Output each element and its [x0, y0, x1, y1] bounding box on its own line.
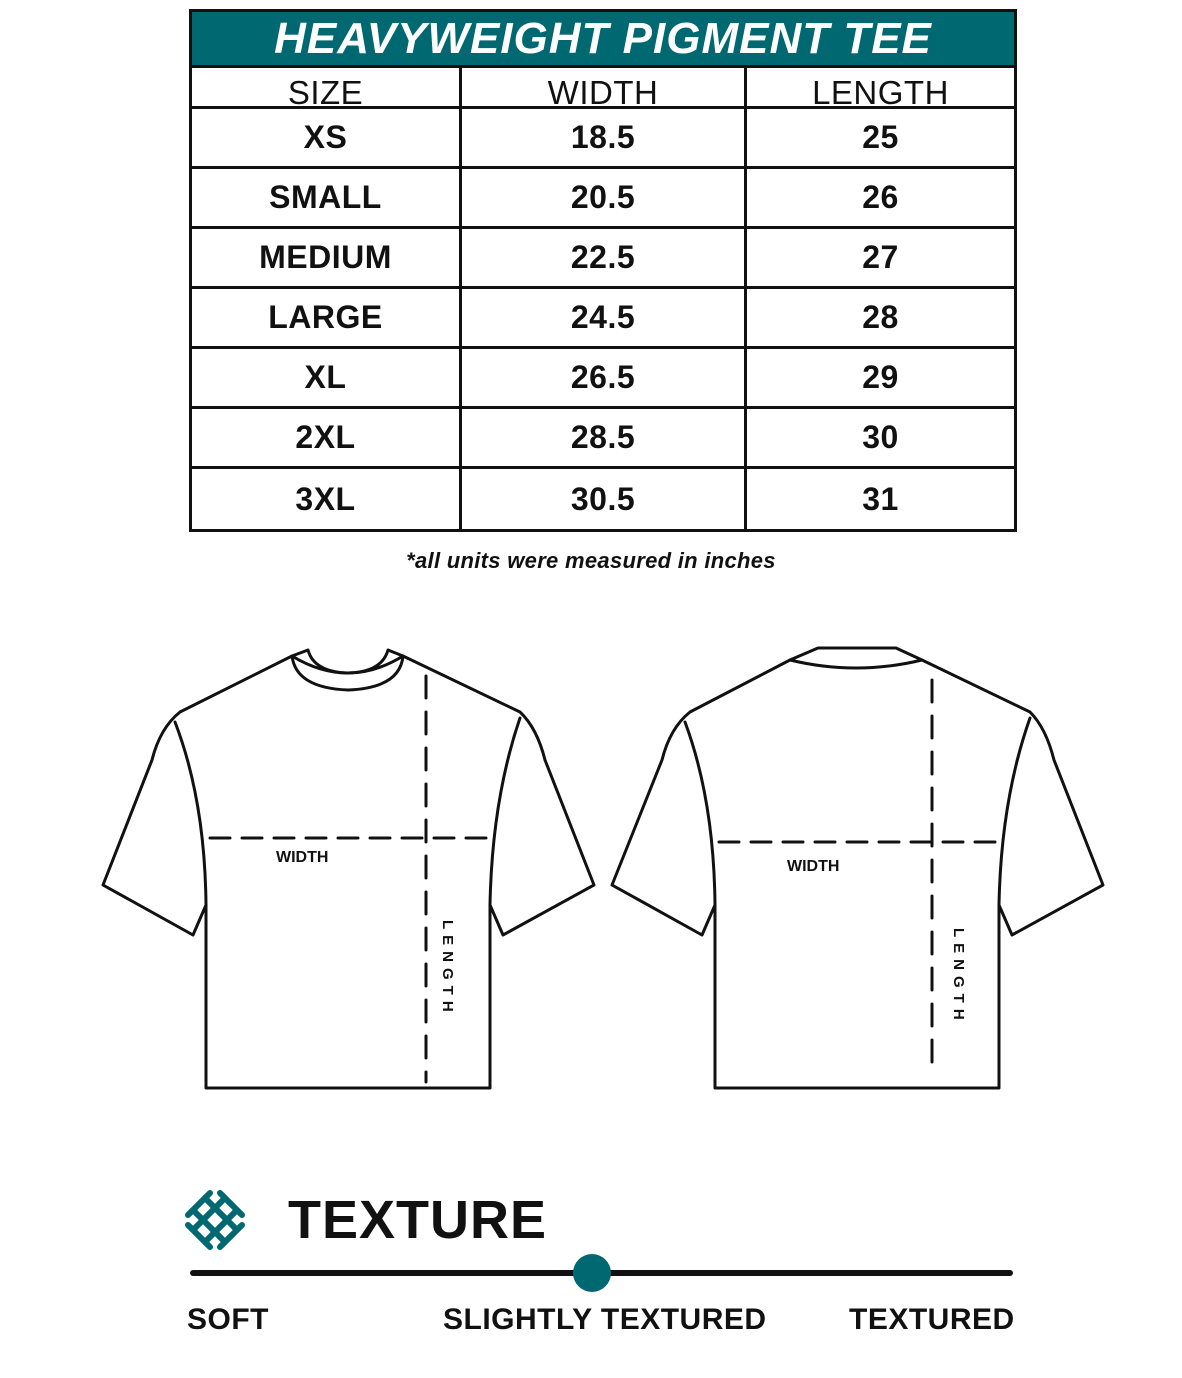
scale-label-soft: SOFT	[187, 1303, 269, 1336]
woven-texture-icon	[180, 1185, 250, 1255]
scale-label-textured: TEXTURED	[849, 1303, 1015, 1336]
length-cell: 27	[744, 229, 1014, 286]
size-cell: LARGE	[268, 299, 383, 335]
front-length-label: LENGTH	[439, 920, 456, 1018]
front-collar	[292, 650, 403, 690]
front-sleeve-seam-left	[175, 722, 206, 905]
header-width: WIDTH	[459, 68, 744, 112]
back-collar	[790, 648, 922, 660]
width-cell: 26.5	[459, 349, 744, 406]
texture-title: TEXTURE	[288, 1190, 548, 1250]
length-cell: 29	[744, 349, 1014, 406]
size-cell: XL	[304, 359, 347, 395]
width-cell: 24.5	[459, 289, 744, 346]
size-cell: SMALL	[269, 179, 382, 215]
back-tee-illustration	[612, 648, 1103, 1088]
table-title: HEAVYWEIGHT PIGMENT TEE	[192, 12, 1014, 68]
back-sleeve-seam-left	[685, 722, 715, 905]
width-cell: 18.5	[459, 109, 744, 166]
front-tee-illustration	[103, 650, 594, 1088]
units-note: *all units were measured in inches	[406, 548, 776, 573]
width-cell: 28.5	[459, 409, 744, 466]
size-cell: 3XL	[295, 480, 356, 517]
header-size: SIZE	[287, 74, 364, 111]
length-cell: 28	[744, 289, 1014, 346]
front-width-label: WIDTH	[276, 849, 329, 866]
size-cell: XS	[303, 119, 348, 155]
length-cell: 26	[744, 169, 1014, 226]
front-sleeve-seam-right	[490, 718, 520, 905]
length-cell: 30	[744, 409, 1014, 466]
size-cell: 2XL	[295, 419, 356, 455]
width-cell: 20.5	[459, 169, 744, 226]
header-length: LENGTH	[744, 68, 1014, 112]
back-length-label: LENGTH	[950, 928, 967, 1026]
scale-label-slightly-textured: SLIGHTLY TEXTURED	[443, 1303, 767, 1336]
texture-scale-indicator	[573, 1254, 611, 1292]
back-width-label: WIDTH	[787, 858, 840, 875]
width-cell: 22.5	[459, 229, 744, 286]
width-cell: 30.5	[459, 469, 744, 529]
length-cell: 31	[744, 469, 1014, 529]
length-cell: 25	[744, 109, 1014, 166]
size-cell: MEDIUM	[259, 239, 392, 275]
back-sleeve-seam-right	[999, 718, 1030, 905]
